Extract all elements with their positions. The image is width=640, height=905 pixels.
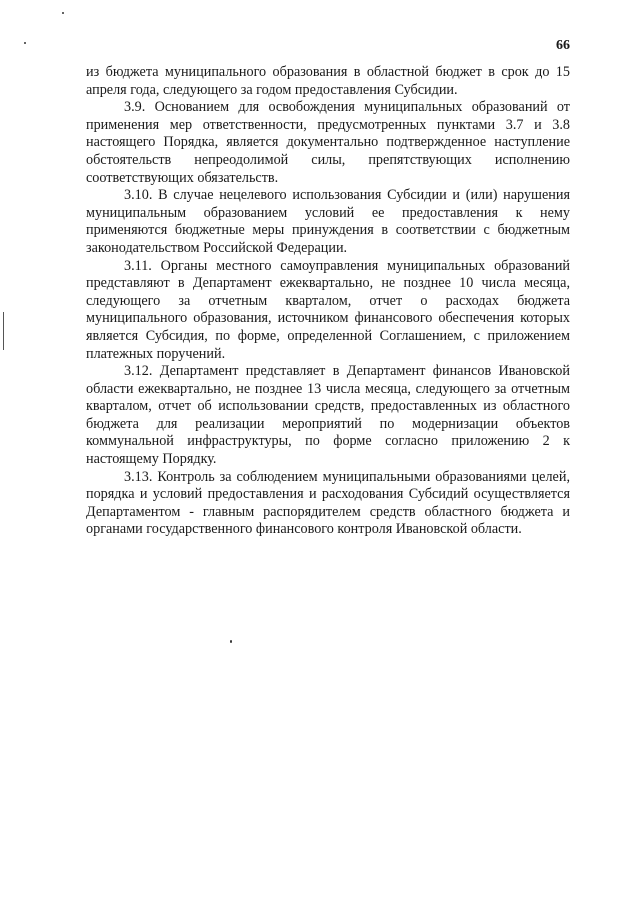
page-number: 66	[556, 38, 570, 53]
scan-speck	[24, 42, 26, 44]
document-body	[86, 64, 570, 539]
paragraph-clause-3-9: 3.9. Основанием для освобождения муниципальных образований от применения мер ответственности, предусмотренных пунктами 3.7 и 3.8 настоящего Порядка, является документально подтвержденное наступление обстоятельств непреодолимой силы, препятствующих исполнению соответствующих обязательств.	[86, 99, 570, 186]
paragraph-clause-3-10: 3.10. В случае нецелевого использования Субсидии и (или) нарушения муниципальным образованием условий ее предоставления к нему применяются бюджетные меры принуждения в соответствии с бюджетным законодательством Российской Федерации.	[86, 187, 570, 256]
paragraph-continuation: из бюджета муниципального образования в областной бюджет в срок до 15 апреля года, следующего за годом предоставления Субсидии.	[86, 64, 570, 98]
scan-margin-line	[3, 312, 4, 350]
paragraph-clause-3-13: 3.13. Контроль за соблюдением муниципальными образованиями целей, порядка и условий предоставления и расходования Субсидий осуществляется Департаментом - главным распорядителем средств областного бюджета и органами государственного финансового контроля Ивановской области.	[86, 468, 570, 538]
paragraph-clause-3-11: 3.11. Органы местного самоуправления муниципальных образований представляют в Департамент ежеквартально, не позднее 10 числа месяца, следующего за отчетным кварталом, отчет о расходах бюджета муниципального образования, источником финансового обеспечения которых является Субсидия, по форме, определенной Соглашением, с приложением платежных поручений.	[86, 257, 570, 362]
scan-speck	[230, 640, 232, 643]
paragraph-clause-3-12: 3.12. Департамент представляет в Департамент финансов Ивановской области ежеквартально, не позднее 13 числа месяца, следующего за отчетным кварталом, отчет об использовании средств, предоставленных из областного бюджета для реализации мероприятий по модернизации объектов коммунальной инфраструктуры, по форме согласно приложению 2 к настоящему Порядку.	[86, 363, 570, 468]
scan-speck	[62, 12, 64, 14]
